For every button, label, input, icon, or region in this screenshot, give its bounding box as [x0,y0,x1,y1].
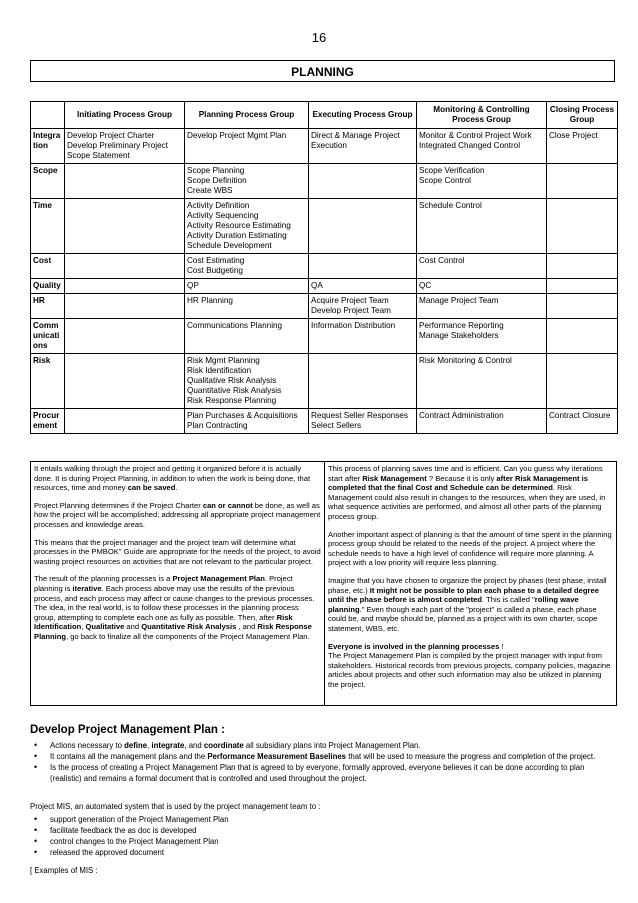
table-row [31,279,618,294]
process-name: QC [419,281,432,290]
page-number: 16 [311,30,327,45]
knowledge-area-cell: HR [31,294,65,319]
table-cell [185,319,309,354]
list-item: • facilitate feedback the as doc is developed [30,825,615,836]
table-header-row [31,102,618,129]
table-cell [65,279,185,294]
paragraph: Another important aspect of planning is that the amount of time spent in the planning process group should be related to the needs of the project. A project where the schedule needs to have a high level of confidence will require more planning. A project with a low priority will require less planning. [328,529,612,568]
table-row [31,129,618,164]
table-cell [185,279,309,294]
process-name: Integrated Changed Control [419,141,521,150]
table-cell [65,164,185,199]
table-cell [309,129,417,164]
paragraph: It entails walking through the project and getting it organized before it is actually done. It is during Project Planning, in addition to when the work is being done, that resources, time and money can be saved. [34,464,311,493]
table-cell [417,319,547,354]
process-name: Performance Reporting [419,321,504,330]
table-cell [547,409,618,434]
planning-text-box [30,461,617,706]
table-row [31,354,618,409]
process-name: Develop Project Mgmt Plan [187,131,287,140]
table-cell [547,319,618,354]
table-cell [309,319,417,354]
process-name: QA [311,281,323,290]
table-row [31,199,618,254]
process-name: Create WBS [187,186,233,195]
table-header: Executing Process Group [309,102,417,129]
list-item: • Actions necessary to define, integrate, and coordinate all subsidiary plans into Project Management Plan. [30,740,615,751]
table-cell [65,409,185,434]
process-name: Plan Purchases & Acquisitions [187,411,298,420]
process-name: Quantitative Risk Analysis [187,386,282,395]
process-name: Qualitative Risk Analysis [187,376,277,385]
process-name: Scope Verification [419,166,485,175]
table-cell [185,199,309,254]
process-name: Communications Planning [187,321,283,330]
paragraph: This means that the project manager and the project team will determine what processes in the PMBOK" Guide are appropriate for the needs of the project, to avoid wasting project resources on activities that are not relevant to the particular project. [34,537,321,566]
process-group-table [30,101,618,434]
process-name: Plan Contracting [187,421,248,430]
list-item: • Is the process of creating a Project Management Plan that is agreed to by everyone, formally approved, everyone believes it can be done according to plan (realistic) and remains a formal document that is controlled and used throughout the project. [30,762,615,784]
table-cell [309,354,417,409]
process-name: Scope Planning [187,166,245,175]
table-cell [417,254,547,279]
left-text-column [31,462,325,705]
knowledge-area-cell: Quality [31,279,65,294]
process-name: Cost Budgeting [187,266,243,275]
process-name: Cost Estimating [187,256,245,265]
knowledge-area-cell: Scope [31,164,65,199]
process-name: Schedule Development [187,241,272,250]
process-name: Manage Stakeholders [419,331,499,340]
process-name: Select Sellers [311,421,362,430]
table-cell [417,164,547,199]
knowledge-area-cell: Comm unicati ons [31,319,65,354]
table-cell [309,199,417,254]
table-cell [185,164,309,199]
paragraph: This process of planning saves time and is efficient. Can you guess why iterations start after Risk Management ? Because it is only after Risk Management is completed that the final Cost and Schedule can be determined. Risk Management could also result in changes to the resources, when they are used, in what sequence activities are performed, and almost all other parts of the planning process group. [328,464,606,521]
list-item: • support generation of the Project Management Plan [30,814,615,825]
process-name: Request Seller Responses [311,411,408,420]
table-row [31,319,618,354]
knowledge-area-cell: Time [31,199,65,254]
table-row [31,254,618,279]
section-title: PLANNING [30,60,615,82]
list-item: • control changes to the Project Management Plan [30,836,615,847]
table-cell [547,254,618,279]
process-name: Risk Response Planning [187,396,277,405]
table-cell [309,279,417,294]
table-row [31,294,618,319]
process-name: Cost Control [419,256,465,265]
table-row [31,164,618,199]
dpmp-bullet-list [30,740,615,784]
table-cell [65,254,185,279]
knowledge-area-cell: Integra tion [31,129,65,164]
table-header [31,102,65,129]
section-heading: Develop Project Management Plan : [30,724,225,736]
process-name: Scope Definition [187,176,247,185]
process-name: Scope Control [419,176,471,185]
table-header: Monitoring & Controlling Process Group [417,102,547,129]
table-cell [417,279,547,294]
right-text-column [325,462,616,705]
table-cell [65,199,185,254]
table-cell [417,294,547,319]
table-cell [185,294,309,319]
table-cell [185,409,309,434]
table-cell [417,354,547,409]
table-cell [547,294,618,319]
list-item: • released the approved document [30,847,615,858]
table-header: Initiating Process Group [65,102,185,129]
knowledge-area-cell: Procur ement [31,409,65,434]
table-cell [547,129,618,164]
process-name: Contract Closure [549,411,611,420]
table-cell [547,199,618,254]
table-header: Planning Process Group [185,102,309,129]
knowledge-area-cell: Risk [31,354,65,409]
process-name: Direct & Manage Project Execution [311,131,400,150]
table-cell [417,409,547,434]
process-name: Contract Administration [419,411,504,420]
table-cell [65,354,185,409]
table-cell [547,354,618,409]
process-name: Information Distribution [311,321,396,330]
table-cell [185,254,309,279]
mis-examples: [ Examples of MIS : [30,866,98,875]
table-cell [185,354,309,409]
process-name: Activity Definition [187,201,250,210]
process-name: Activity Sequencing [187,211,259,220]
list-item: • It contains all the management plans and the Performance Measurement Baselines that will be used to measure the progress and completion of the project. [30,751,615,762]
mis-intro: Project MIS, an automated system that is used by the project management team to : [30,802,321,811]
process-name: Monitor & Control Project Work [419,131,532,140]
process-name: HR Planning [187,296,233,305]
paragraph: The result of the planning processes is a Project Management Plan. Project planning is iterative. Each process above may use the results of the previous process, and each process may affect or cause changes to the previous processes. The idea, in the real world, is to follow these processes in the planning process group, attempting to complete each one as fully as possible. Then, after Risk Identification, Qualitative and Quantitative Risk Analysis , and Risk Response Planning, go back to finalize all the components of the Project Management Plan. [34,574,315,641]
table-cell [547,279,618,294]
process-name: Activity Resource Estimating [187,221,291,230]
table-cell [309,294,417,319]
process-name: Develop Project Team [311,306,391,315]
process-name: Manage Project Team [419,296,499,305]
paragraph: Imagine that you have chosen to organize the project by phases (test phase, install phase, etc.) It might not be possible to plan each phase to a detailed degree until the phase before is almost completed. This is called "rolling wave planning." Even though each part of the "project" is called a phase, each phase could be, and maybe should be, planned as a project with its own charter, scope statement, WBS, etc. [328,575,607,633]
process-name: Risk Mgmt Planning [187,356,260,365]
mis-bullet-list [30,814,615,858]
process-name: Activity Duration Estimating [187,231,287,240]
table-cell [309,254,417,279]
process-name: Acquire Project Team [311,296,389,305]
paragraph: Project Planning determines if the Project Charter can or cannot be done, as well as how the project will be accomplished; addressing all appropriate project management processes and knowledge areas. [34,500,321,529]
knowledge-area-cell: Cost [31,254,65,279]
paragraph: Everyone is involved in the planning processes ! The Project Management Plan is compiled by the project manager with input from stakeholders. Historical records from previous projects, company policies, magazine articles about projects and other such information may also be utilized in planning the project. [328,641,611,689]
table-cell [547,164,618,199]
table-cell [417,129,547,164]
table-header: Closing Process Group [547,102,618,129]
process-name: Schedule Control [419,201,482,210]
table-cell [65,129,185,164]
process-name: Develop Project Charter [67,131,155,140]
process-name: Develop Preliminary Project Scope Statement [67,141,169,160]
process-name: QP [187,281,199,290]
table-row [31,409,618,434]
process-name: Close Project [549,131,598,140]
table-cell [417,199,547,254]
process-name: Risk Identification [187,366,252,375]
process-name: Risk Monitoring & Control [419,356,512,365]
table-cell [65,319,185,354]
table-cell [65,294,185,319]
table-cell [185,129,309,164]
table-cell [309,409,417,434]
table-cell [309,164,417,199]
